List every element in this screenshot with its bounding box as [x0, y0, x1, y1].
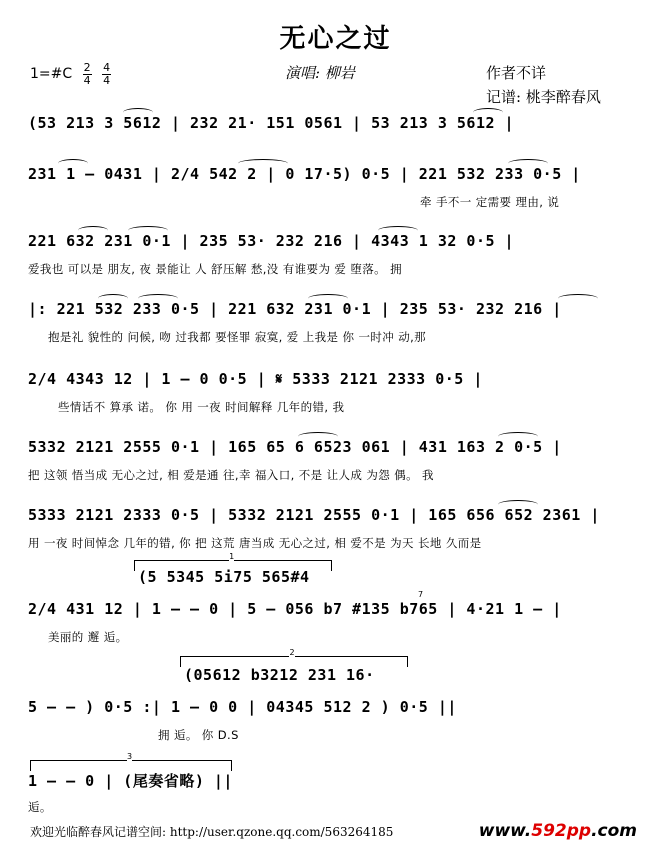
key-signature	[30, 62, 111, 86]
volta-number: 1	[229, 552, 235, 561]
slur-mark	[473, 108, 503, 117]
notation-line: 2/4 431 12 | 1 – – 0 | 5 – 056 b7 #135 b765 | 4·21 1 – |	[28, 600, 562, 618]
slur-mark	[128, 226, 168, 235]
notation-line: 221 632 231 0·1 | 235 53· 232 216 | 4343 1 32 0·5 |	[28, 232, 515, 250]
lyric-line: 逅。	[28, 800, 52, 814]
slur-mark	[298, 432, 338, 441]
site-watermark	[479, 821, 637, 841]
slur-mark	[98, 294, 128, 303]
lyric-line: 把 这领 悟当成 无心之过, 相 爱是通 往,幸 福入口, 不是 让人成 为怨 偶。 我	[28, 468, 434, 482]
volta-number: 3	[127, 752, 133, 761]
lyric-line: 拥 逅。 你 D.S	[158, 728, 239, 742]
volta-2-notes: (05612 b3212 231 16·	[184, 666, 375, 684]
song-title: 无心之过	[279, 24, 392, 54]
composer-credit: 作者不详	[486, 64, 547, 82]
slur-mark	[558, 294, 598, 303]
key-label: 1=#C	[30, 66, 73, 82]
time-signature-2: $\frac{4}{4}$	[103, 61, 111, 87]
lyric-line: 牵 手不一 定需要 理由, 说	[420, 195, 560, 209]
time-signature-1: $\frac{2}{4}$	[83, 61, 91, 87]
slur-mark	[123, 108, 153, 117]
notation-line: 2/4 4343 12 | 1 – 0 0·5 | 𝄋 5333 2121 2333 0·5 |	[28, 370, 483, 388]
volta-number: 2	[289, 648, 295, 657]
singer-credit: 演唱: 柳岩	[285, 64, 355, 82]
notation-line: (53 213 3 5612 | 232 21· 151 0561 | 53 213 3 5612 |	[28, 114, 515, 132]
volta-1-notes: (5 5345 5i75 565#4	[138, 568, 310, 586]
lyric-line: 爱我也 可以是 朋友, 夜 景能让 人 舒压解 愁,没 有谁要为 爱 堕落。 拥	[28, 262, 403, 276]
site-prefix: www.	[478, 821, 532, 841]
slur-mark	[378, 226, 418, 235]
lyric-line: 美丽的 邂 逅。	[48, 630, 128, 644]
slur-mark	[498, 500, 538, 509]
lyric-line: 用 一夜 时间悼念 几年的错, 你 把 这荒 唐当成 无心之过, 相 爱不是 为天 长地 久而是	[28, 536, 482, 550]
slur-mark	[58, 159, 88, 168]
tuplet-mark: 7	[418, 590, 424, 599]
footer-note: 欢迎光临醉春风记谱空间: http://user.qzone.qq.com/563264185	[30, 825, 394, 839]
slur-mark	[238, 159, 288, 168]
site-suffix: .com	[591, 821, 637, 841]
lyric-line: 些情话不 算承 诺。 你 用 一夜 时间解释 几年的错, 我	[58, 400, 345, 414]
notation-line: 5 – – ) 0·5 :| 1 – 0 0 | 04345 512 2 ) 0·5 ||	[28, 698, 457, 716]
notation-line: 231 1 – 0431 | 2/4 542 2 | 0 17·5) 0·5 | 221 532 233 0·5 |	[28, 165, 581, 183]
notation-line: 5333 2121 2333 0·5 | 5332 2121 2555 0·1 | 165 656 652 2361 |	[28, 506, 600, 524]
notation-line: 1 – – 0 | (尾奏省略) ||	[28, 772, 233, 790]
slur-mark	[138, 294, 178, 303]
lyric-line: 抱是礼 貌性的 问候, 吻 过我都 要怪罪 寂寞, 爱 上我是 你 一时冲 动,那	[48, 330, 427, 344]
transcriber-credit: 记谱: 桃李醉春风	[486, 88, 601, 106]
site-number: 592pp	[531, 821, 592, 841]
notation-line: 5332 2121 2555 0·1 | 165 65 6 6523 061 | 431 163 2 0·5 |	[28, 438, 562, 456]
slur-mark	[308, 294, 348, 303]
slur-mark	[498, 432, 538, 441]
slur-mark	[78, 226, 108, 235]
notation-line: |: 221 532 233 0·5 | 221 632 231 0·1 | 235 53· 232 216 |	[28, 300, 562, 318]
slur-mark	[508, 159, 548, 168]
